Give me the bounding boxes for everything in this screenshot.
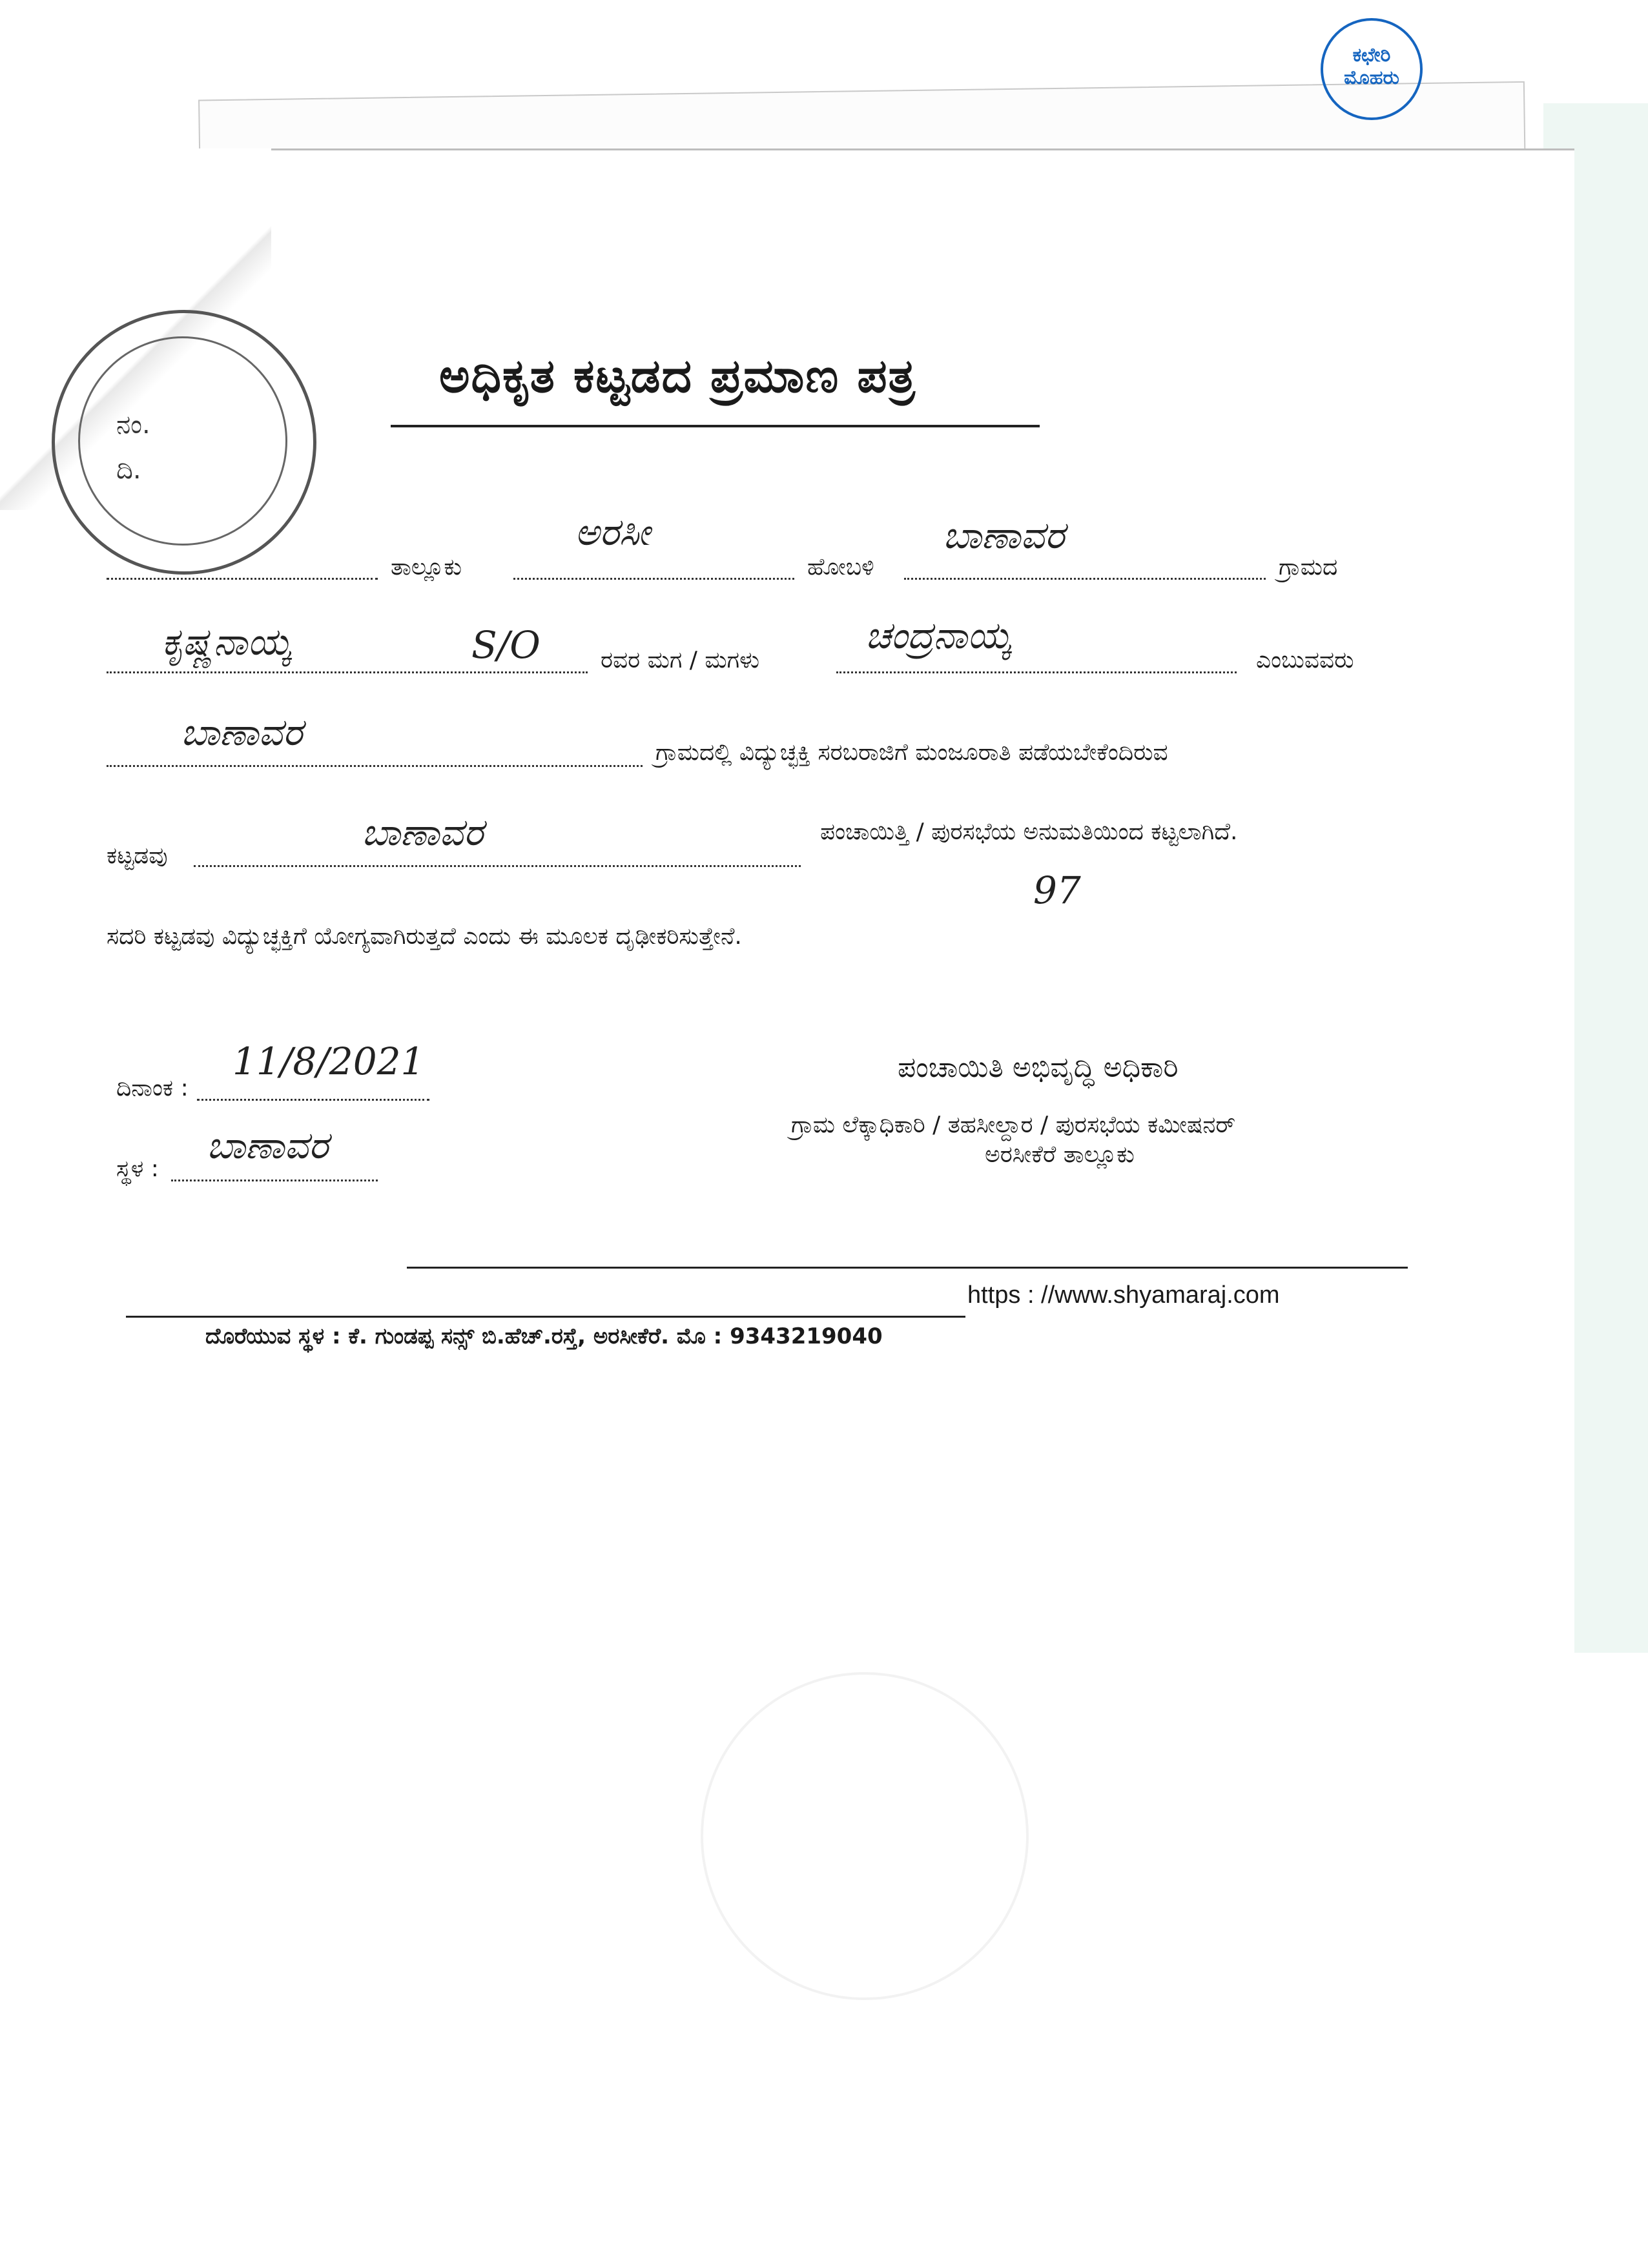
date-handwritten: 11/8/2021: [232, 1039, 425, 1083]
date-label: ದಿನಾಂಕ :: [116, 1075, 189, 1101]
panchayat-permission-text: ಪಂಚಾಯಿತ್ತಿ / ಪುರಸಭೆಯ ಅನುಮತಿಯಿಂದ ಕಟ್ಟಲಾಗಿದೆ.: [820, 819, 1238, 845]
called-label: ಎಂಬುವವರು: [1256, 647, 1354, 673]
village-field: [107, 765, 643, 767]
son-of-label: ರವರ ಮಗ / ಮಗಳು: [601, 647, 760, 673]
document-title: ಅಧಿಕೃತ ಕಟ್ಟಡದ ಪ್ರಮಾಣ ಪತ್ರ: [439, 349, 916, 403]
office-seal-line2: ಮೊಹರು: [1344, 66, 1399, 89]
footer-rule-left: [126, 1316, 965, 1318]
father-field: [107, 671, 588, 673]
panchayat-field: [194, 865, 801, 867]
village-electricity-text: ಗ್ರಾಮದಲ್ಲಿ ವಿದ್ಯುಚ್ಛಕ್ತಿ ಸರಬರಾಜಿಗೆ ಮಂಜೂರಾತಿ ಪಡೆಯಬೇಕೆಂದಿರುವ: [655, 739, 1168, 766]
hobli-field: [904, 578, 1266, 580]
hobli-handwritten: ಬಾಣಾವರ: [943, 513, 1065, 557]
initial-handwritten: 97: [1033, 868, 1081, 912]
place-handwritten: ಬಾಣಾವರ: [207, 1123, 329, 1167]
round-stamp: [52, 310, 316, 575]
building-label: ಕಟ್ಟಡವು: [107, 843, 168, 869]
footer-rule-right: [407, 1267, 1408, 1269]
office-seal-stamp: [1321, 18, 1423, 120]
village-of-label: ಗ್ರಾಮದ: [1279, 554, 1338, 580]
office-seal-line1: ಕಛೇರಿ: [1352, 44, 1391, 66]
taluk-field: [513, 578, 794, 580]
village-handwritten: ಬಾಣಾವರ: [181, 710, 303, 754]
signatory-line1: ಪಂಚಾಯಿತಿ ಅಭಿವೃದ್ಧಿ ಅಧಿಕಾರಿ: [898, 1051, 1179, 1084]
taluk-handwritten: ಅರಸೀ: [575, 510, 650, 554]
name-field: [836, 671, 1237, 673]
date-field: [197, 1099, 429, 1101]
title-underline: [391, 425, 1040, 427]
faint-seal-bleedthrough: [701, 1672, 1029, 2000]
taluk-prefix-dots: [107, 578, 378, 580]
name-handwritten: ಚಂದ್ರನಾಯ್ಕ: [865, 613, 1011, 657]
round-stamp-inner: [78, 336, 287, 546]
panchayat-handwritten: ಬಾಣಾವರ: [362, 810, 484, 854]
stamp-date-label: ದಿ.: [116, 455, 141, 485]
hobli-label: ಹೋಬಳಿ: [807, 554, 874, 580]
signatory-line2: ಗ್ರಾಮ ಲೆಕ್ಕಾಧಿಕಾರಿ / ತಹಸೀಲ್ದಾರ / ಪುರಸಭೆಯ ಕಮೀಷನರ್: [791, 1112, 1236, 1138]
stamp-number-label: ನಂ.: [116, 410, 150, 440]
relation-handwritten: S/O: [471, 623, 541, 667]
taluk-label: ತಾಲ್ಲೂಕು: [391, 554, 462, 580]
place-field: [171, 1180, 378, 1181]
website-url: https : //www.shyamaraj.com: [967, 1282, 1280, 1309]
father-handwritten: ಕೃಷ್ಣನಾಯ್ಕ: [161, 620, 291, 664]
certify-text: ಸದರಿ ಕಟ್ಟಡವು ವಿದ್ಯುಚ್ಛಕ್ತಿಗೆ ಯೋಗ್ಯವಾಗಿರುತ್ತದೆ ಎಂದು ಈ ಮೂಲಕ ದೃಢೀಕರಿಸುತ್ತೇನೆ.: [107, 923, 742, 950]
place-label: ಸ್ಥಳ :: [116, 1156, 159, 1182]
availability-footer: ದೊರೆಯುವ ಸ್ಥಳ : ಕೆ. ಗುಂಡಪ್ಪ ಸನ್ಸ್ ಬಿ.ಹೆಚ್.ರಸ್ತೆ, ಅರಸೀಕೆರೆ. ಮೊ : 9343219040: [205, 1323, 883, 1349]
signatory-line3: ಅರಸೀಕೆರೆ ತಾಲ್ಲೂಕು: [985, 1141, 1135, 1168]
